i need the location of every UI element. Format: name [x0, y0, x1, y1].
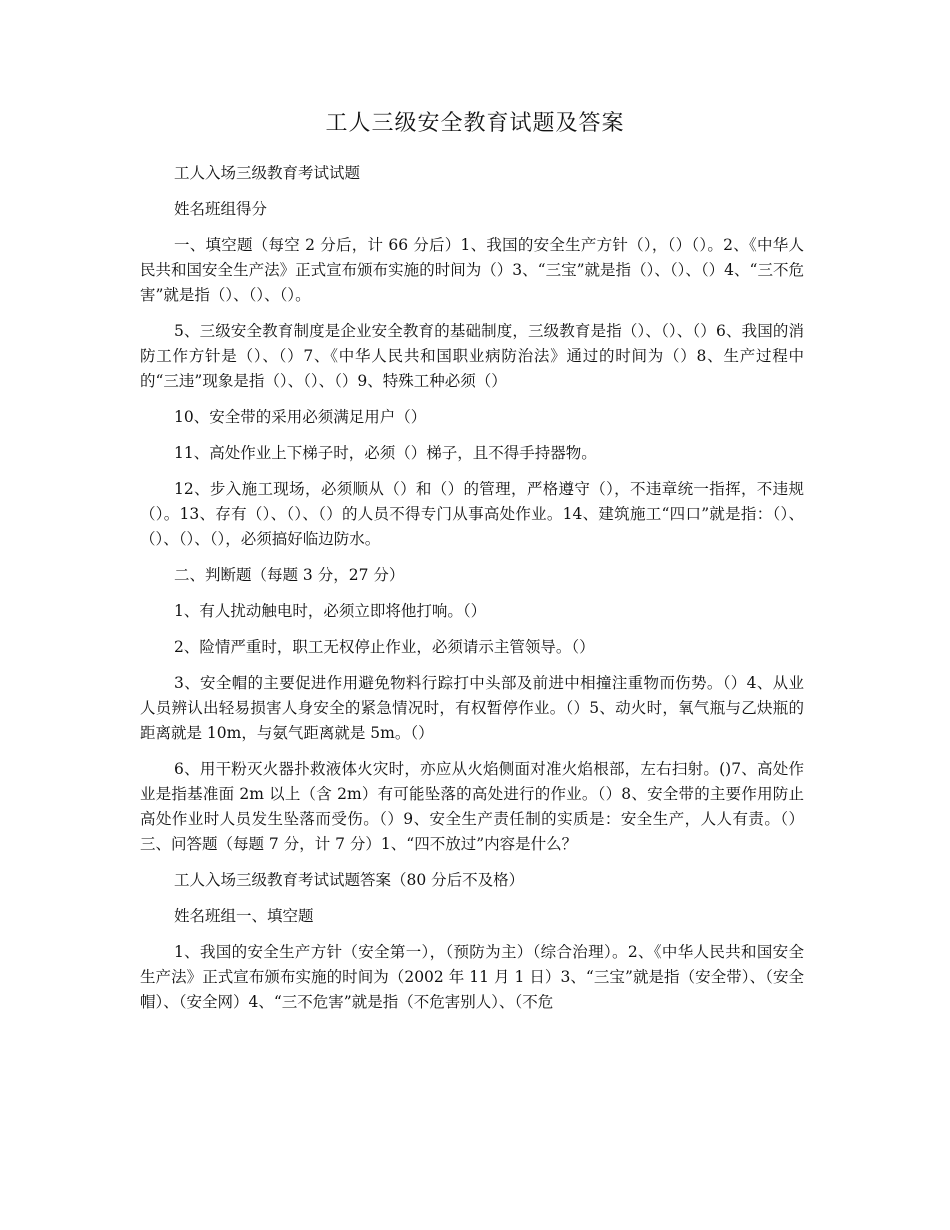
paragraph-judge-3: 3、安全帽的主要促进作用避免物料行踪打中头部及前进中相撞注重物而伤势。（）4、从业人员辨认出轻易损害人身安全的紧急情况时，有权暂停作业。（）5、动火时，氧气瓶与乙炔瓶的距离就是 10m，与氨气距离就是 5m。（）: [140, 674, 804, 742]
paragraph-fill-blank-4: 11、高处作业上下梯子时，必须（）梯子，且不得手持器物。: [174, 444, 597, 462]
paragraph-answer-1: 1、我国的安全生产方针（安全第一），（预防为主）（综合治理）。2、《中华人民共和国安全生产法》正式宣布颁布实施的时间为（2002 年 11 月 1 日）3、“三宝”就是指（安全带）、（安全帽）、（安全网）4、“三不危害”就是指（不危害别人）、（不危: [140, 943, 804, 1011]
paragraph-judge-heading: 二、判断题（每题 3 分，27 分）: [174, 566, 405, 584]
paragraph-fill-blank-1: 一、填空题（每空 2 分后，计 66 分后）1、我国的安全生产方针（），（）（）。2、《中华人民共和国安全生产法》正式宣布颁布实施的时间为（）3、“三宝”就是指（）、（）、（）4、“三不危害”就是指（）、（）、（）。: [140, 236, 804, 304]
document-body: [140, 161, 804, 1026]
paragraph-fill-blank-2: 5、三级安全教育制度是企业安全教育的基础制度，三级教育是指（）、（）、（）6、我国的消防工作方针是（）、（）7、《中华人民共和国职业病防治法》通过的时间为（）8、生产过程中的“三违”现象是指（）、（）、（）9、特殊工种必须（）: [140, 322, 804, 390]
paragraph-judge-2: 2、险情严重时，职工无权停止作业，必须请示主管领导。（）: [174, 638, 595, 656]
paragraph-exam-heading: 工人入场三级教育考试试题: [174, 164, 361, 182]
paragraph-name-line: 姓名班组得分: [174, 200, 268, 218]
paragraph-fill-blank-5: 12、步入施工现场，必须顺从（）和（）的管理，严格遵守（），不违章统一指挥，不违规（）。13、存有（）、（）、（）的人员不得专门从事高处作业。14、建筑施工“四口”就是指：（）、（）、（）、（），必须搞好临边防水。: [140, 480, 804, 548]
document-title: 工人三级安全教育试题及答案: [325, 111, 625, 136]
paragraph-judge-4: 6、用干粉灭火器扑救液体火灾时，亦应从火焰侧面对准火焰根部，左右扫射。()7、高处作业是指基准面 2m 以上（含 2m）有可能坠落的高处进行的作业。（）8、安全带的主要作用防止高处作业时人员发生坠落而受伤。（）9、安全生产责任制的实质是：安全生产，人人有责。（）三、问答题（每题 7 分，计 7 分）1、“四不放过”内容是什么？: [140, 760, 804, 853]
paragraph-answer-heading: 工人入场三级教育考试试题答案（80 分后不及格）: [174, 871, 525, 889]
paragraph-judge-1: 1、有人扰动触电时，必须立即将他打响。（）: [174, 602, 487, 620]
paragraph-fill-blank-3: 10、安全带的采用必须满足用户（）: [174, 408, 427, 426]
paragraph-answer-name-line: 姓名班组一、填空题: [174, 907, 314, 925]
